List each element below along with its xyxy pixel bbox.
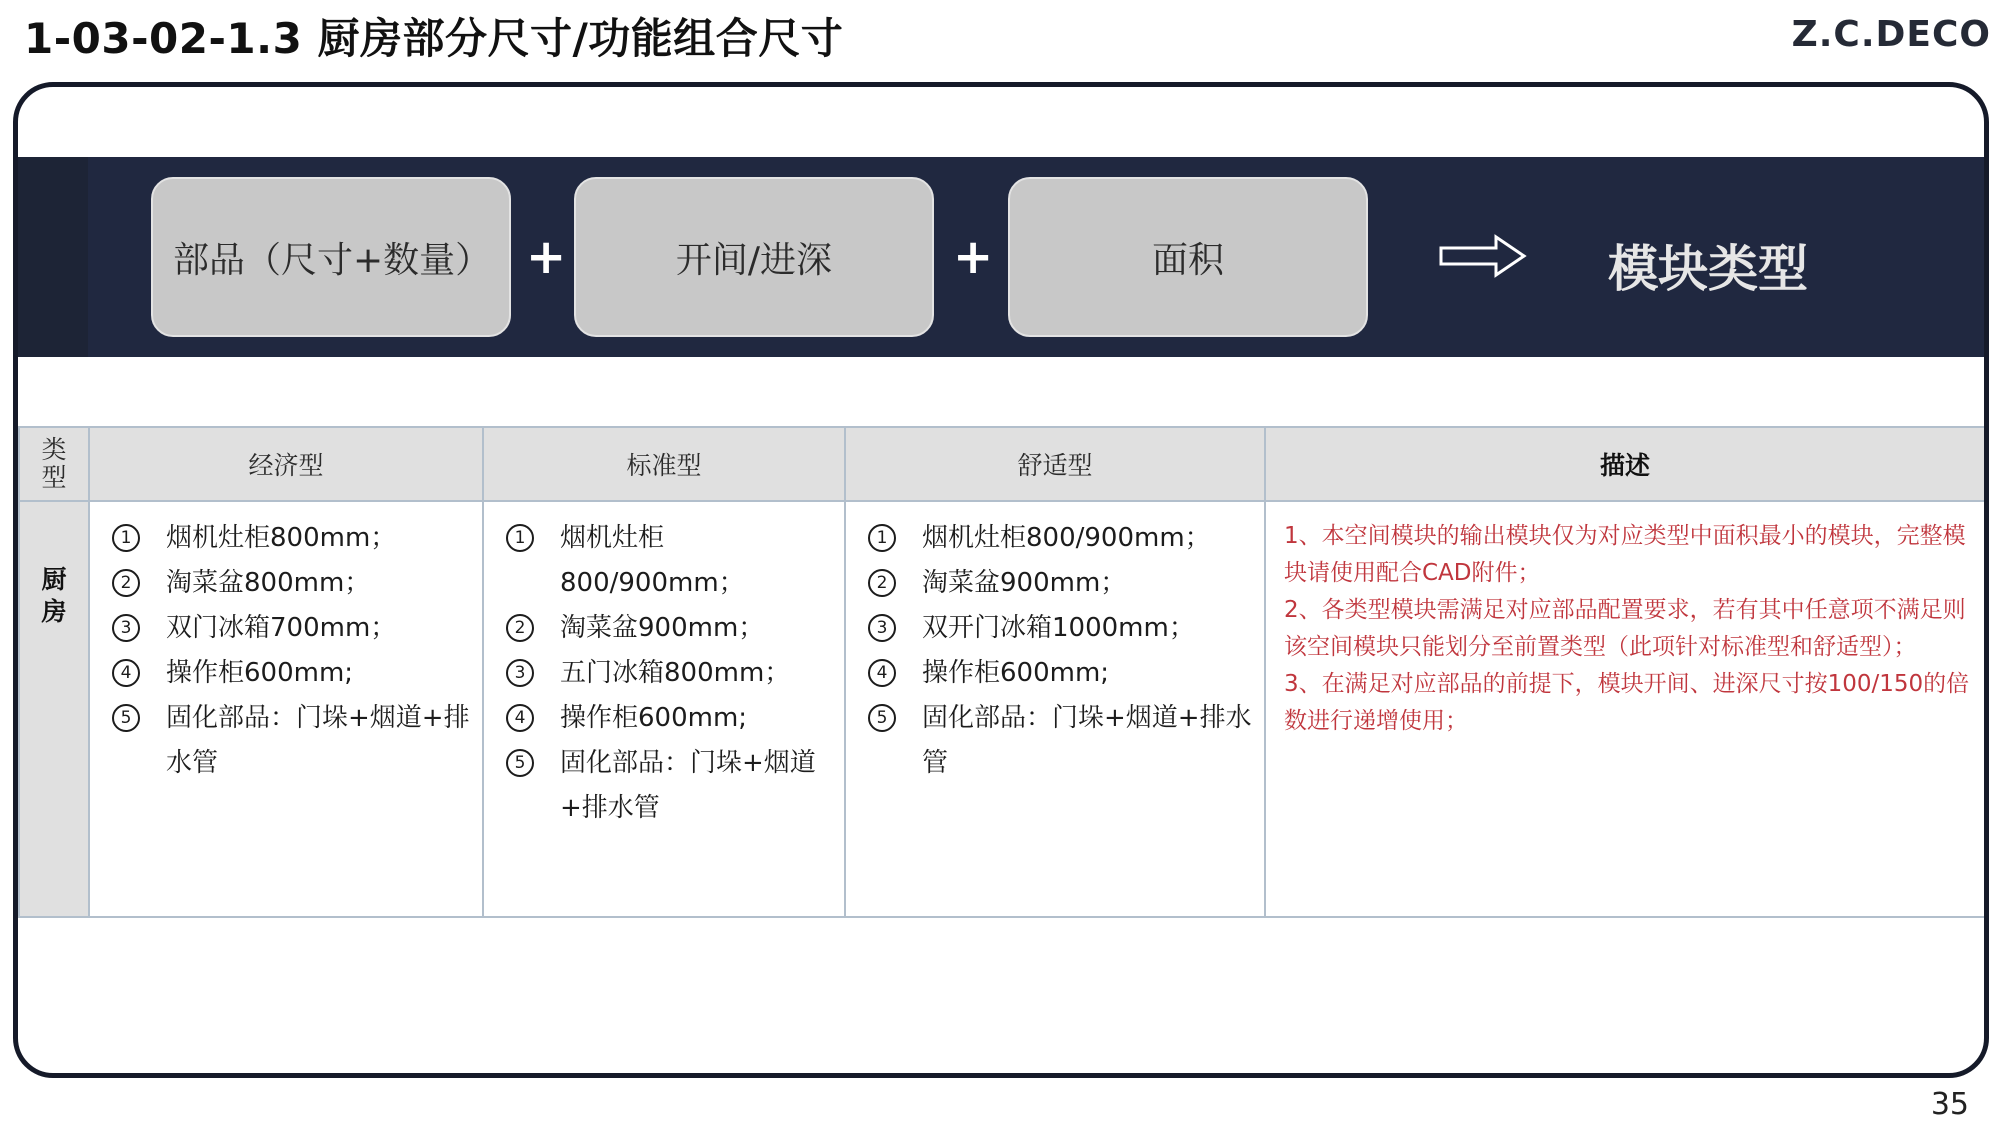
room-label: 厨房 bbox=[41, 565, 67, 626]
circled-number-icon: 4 bbox=[112, 659, 140, 687]
circled-number-icon: 5 bbox=[506, 749, 534, 777]
item-text: 固化部品：门垛+烟道+排水管 bbox=[166, 703, 470, 778]
item-text: 淘菜盆900mm； bbox=[922, 568, 1127, 598]
list-item bbox=[90, 696, 472, 786]
item-text: 双门冰箱700mm； bbox=[166, 613, 397, 643]
item-text: 烟机灶柜800mm； bbox=[166, 523, 397, 553]
circled-number-icon: 2 bbox=[112, 569, 140, 597]
item-text: 固化部品：门垛+烟道+排水管 bbox=[922, 703, 1252, 778]
brand-logo: Z.C.DECO bbox=[1791, 14, 1991, 55]
list-item bbox=[484, 696, 834, 741]
circled-number-icon: 1 bbox=[112, 524, 140, 552]
list-item bbox=[484, 516, 834, 606]
circled-number-icon: 4 bbox=[506, 704, 534, 732]
circled-number-icon: 2 bbox=[868, 569, 896, 597]
formula-chip-dimensions bbox=[574, 177, 934, 337]
circled-number-icon: 4 bbox=[868, 659, 896, 687]
item-text: 操作柜600mm; bbox=[560, 703, 748, 733]
list-item bbox=[90, 651, 472, 696]
item-text: 固化部品：门垛+烟道+排水管 bbox=[560, 748, 816, 823]
column-header-comfort: 舒适型 bbox=[845, 427, 1265, 501]
band-left-strip bbox=[18, 157, 88, 357]
economy-items-cell bbox=[89, 501, 483, 917]
description-line-1: 1、本空间模块的输出模块仅为对应类型中面积最小的模块，完整模块请使用配合CAD附件； bbox=[1284, 523, 1966, 586]
list-item bbox=[846, 651, 1254, 696]
item-text: 烟机灶柜800/900mm； bbox=[922, 523, 1211, 553]
circled-number-icon: 1 bbox=[868, 524, 896, 552]
plus-icon: + bbox=[526, 229, 567, 285]
list-item bbox=[484, 651, 834, 696]
spec-table bbox=[18, 426, 1986, 918]
comfort-items-list bbox=[846, 516, 1254, 786]
item-text: 操作柜600mm; bbox=[922, 658, 1110, 688]
item-text: 双开门冰箱1000mm； bbox=[922, 613, 1195, 643]
table-header-row bbox=[19, 427, 1985, 501]
formula-chip-dimensions-label: 开间/进深 bbox=[675, 239, 833, 281]
type-header bbox=[19, 427, 89, 501]
circled-number-icon: 3 bbox=[506, 659, 534, 687]
list-item bbox=[90, 606, 472, 651]
room-label-cell bbox=[19, 501, 89, 917]
description-line-2: 2、各类型模块需满足对应部品配置要求，若有其中任意项不满足则该空间模块只能划分至前置类型（此项针对标准型和舒适型）； bbox=[1284, 597, 1966, 660]
list-item bbox=[484, 606, 834, 651]
page-title: 1-03-02-1.3 厨房部分尺寸/功能组合尺寸 bbox=[24, 14, 844, 63]
list-item bbox=[846, 696, 1254, 786]
formula-chip-area-label: 面积 bbox=[1151, 239, 1224, 281]
circled-number-icon: 3 bbox=[868, 614, 896, 642]
plus-icon: + bbox=[953, 229, 994, 285]
item-text: 五门冰箱800mm； bbox=[560, 658, 791, 688]
list-item bbox=[846, 606, 1254, 651]
comfort-items-cell bbox=[845, 501, 1265, 917]
formula-chip-parts bbox=[151, 177, 511, 337]
list-item bbox=[846, 516, 1254, 561]
formula-result: 模块类型 bbox=[1608, 240, 1808, 298]
formula-chip-area bbox=[1008, 177, 1368, 337]
standard-items-cell bbox=[483, 501, 845, 917]
circled-number-icon: 2 bbox=[506, 614, 534, 642]
formula-chip-parts-label: 部品（尺寸+数量） bbox=[173, 239, 492, 281]
formula-band bbox=[18, 157, 1984, 357]
table-row bbox=[19, 501, 1985, 917]
circled-number-icon: 5 bbox=[868, 704, 896, 732]
standard-items-list bbox=[484, 516, 834, 831]
column-header-economy: 经济型 bbox=[89, 427, 483, 501]
item-text: 烟机灶柜800/900mm； bbox=[560, 523, 745, 598]
circled-number-icon: 3 bbox=[112, 614, 140, 642]
item-text: 操作柜600mm; bbox=[166, 658, 354, 688]
item-text: 淘菜盆900mm； bbox=[560, 613, 765, 643]
list-item bbox=[90, 516, 472, 561]
circled-number-icon: 5 bbox=[112, 704, 140, 732]
list-item bbox=[90, 561, 472, 606]
economy-items-list bbox=[90, 516, 472, 786]
item-text: 淘菜盆800mm； bbox=[166, 568, 371, 598]
list-item bbox=[846, 561, 1254, 606]
type-header-text: 类型 bbox=[41, 435, 67, 492]
page-number: 35 bbox=[1930, 1087, 1969, 1122]
right-arrow-outline-icon bbox=[1438, 233, 1528, 279]
column-header-standard: 标准型 bbox=[483, 427, 845, 501]
content-frame bbox=[13, 82, 1989, 1078]
list-item bbox=[484, 741, 834, 831]
description-cell bbox=[1265, 501, 1985, 917]
description-line-3: 3、在满足对应部品的前提下，模块开间、进深尺寸按100/150的倍数进行递增使用； bbox=[1284, 671, 1970, 734]
circled-number-icon: 1 bbox=[506, 524, 534, 552]
column-header-description: 描述 bbox=[1265, 427, 1985, 501]
